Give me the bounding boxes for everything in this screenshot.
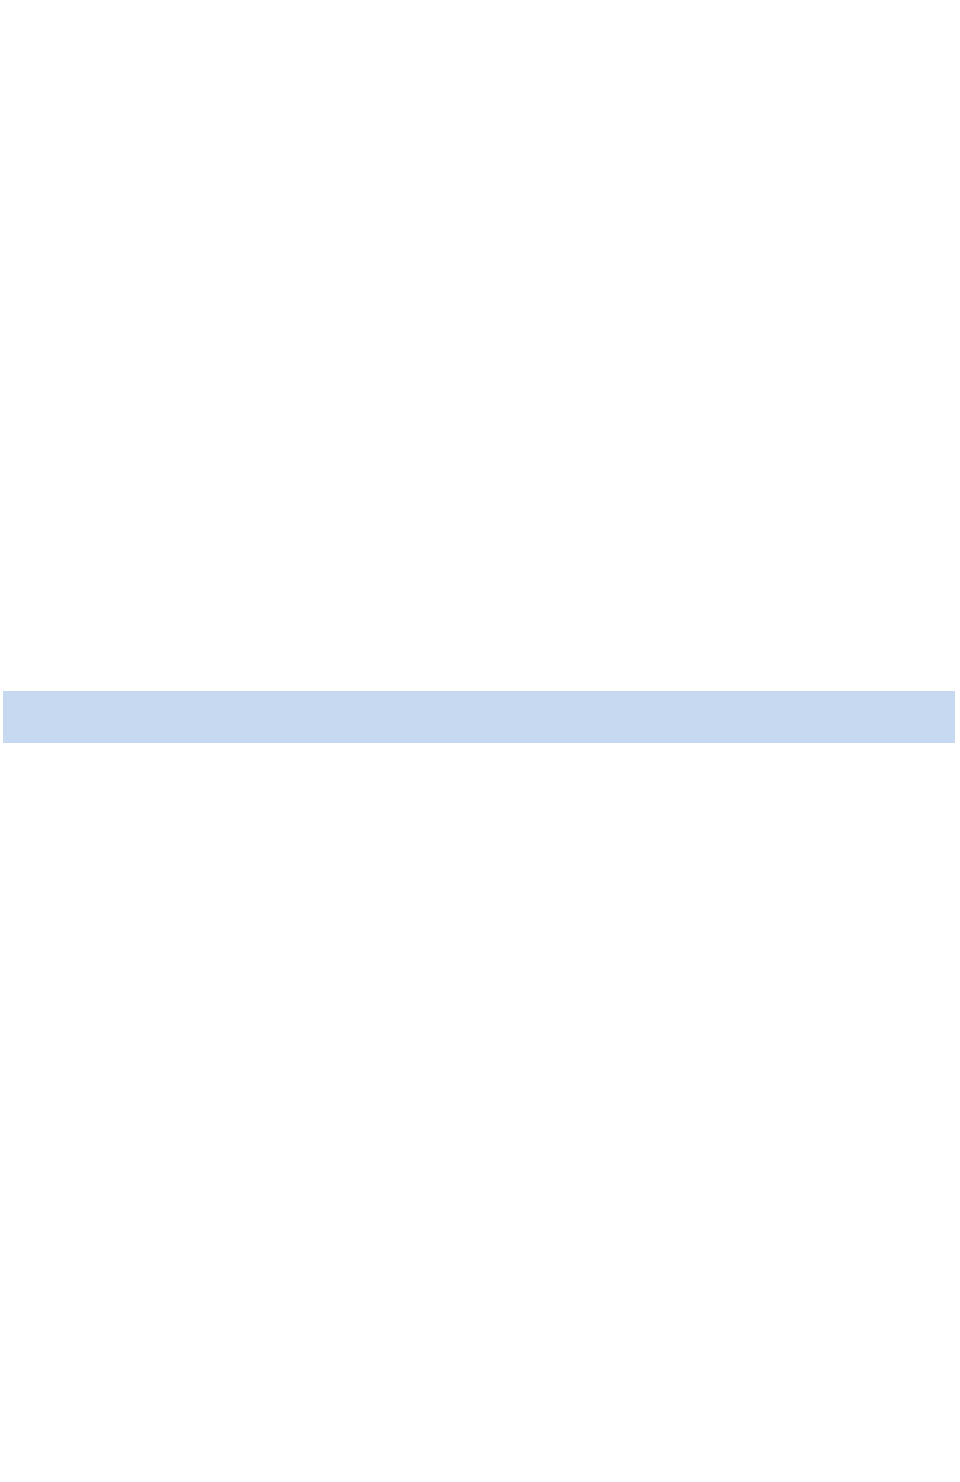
income-statement-header [3, 691, 955, 743]
section-title [40, 632, 50, 653]
